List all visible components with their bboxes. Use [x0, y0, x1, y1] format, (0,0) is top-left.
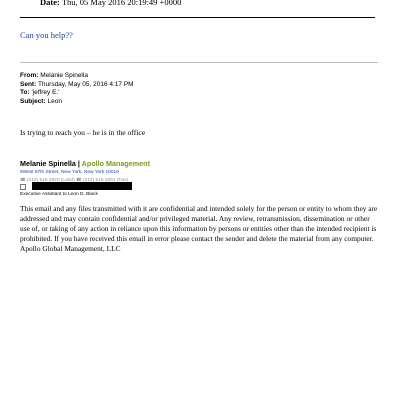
image-placeholder-icon [20, 184, 26, 190]
redaction-bar [32, 182, 132, 190]
sent-label: Sent: [20, 80, 37, 88]
subject-row [20, 98, 134, 107]
to-value: 'jeffrey E.' [31, 89, 60, 97]
signature-title: Executive Assistant to Leon D. Black [20, 192, 98, 197]
signature-redacted-row [20, 182, 130, 191]
date-line [40, 0, 181, 8]
subject-value: Leon [47, 97, 62, 105]
signature-name-line [20, 159, 150, 168]
signature-name: Melanie Spinella [20, 159, 76, 168]
disclaimer-text: This email and any files transmitted with it are confidential and intended solely for the person or entity to whom they are addressed and may contain confidential and/or privileged material. Any review, retransmission, dissemination or other use of, or taking of any action in reliance upon this information by persons or entities other than the intended recipient is prohibited. If you have received this email in error please contact the sender and delete the material from any computer. Apollo Global Management, LLC [20, 204, 378, 253]
message-body: Is trying to reach you – he is in the office [20, 128, 146, 137]
phone-land: (212) 515 3320 (Land) [26, 177, 75, 183]
forward-divider [20, 62, 378, 63]
signature-company: Apollo Management [81, 159, 150, 168]
reply-text: Can you help?? [20, 30, 73, 40]
phone-fax: (212) 515 3261 (Fax) [83, 177, 129, 183]
phone-icon: ☎ [20, 176, 26, 182]
date-label: Date: [40, 0, 60, 7]
sent-row [20, 81, 134, 90]
fax-icon: ☎ [76, 176, 82, 182]
header-divider [20, 17, 375, 18]
date-value: Thu, 05 May 2016 20:19:49 +0000 [61, 0, 182, 7]
from-row [20, 72, 134, 81]
to-row [20, 89, 134, 98]
to-label: To: [20, 89, 30, 97]
from-label: From: [20, 72, 39, 79]
signature-address: 9West 57th Street, New York, New York 10019 [20, 170, 119, 175]
sent-value: Thursday, May 05, 2016 4:17 PM [37, 80, 134, 88]
from-value: Melanie Spinella [40, 72, 88, 79]
forwarded-headers [20, 72, 134, 106]
signature-separator: | [77, 159, 80, 168]
subject-label: Subject: [20, 97, 46, 105]
